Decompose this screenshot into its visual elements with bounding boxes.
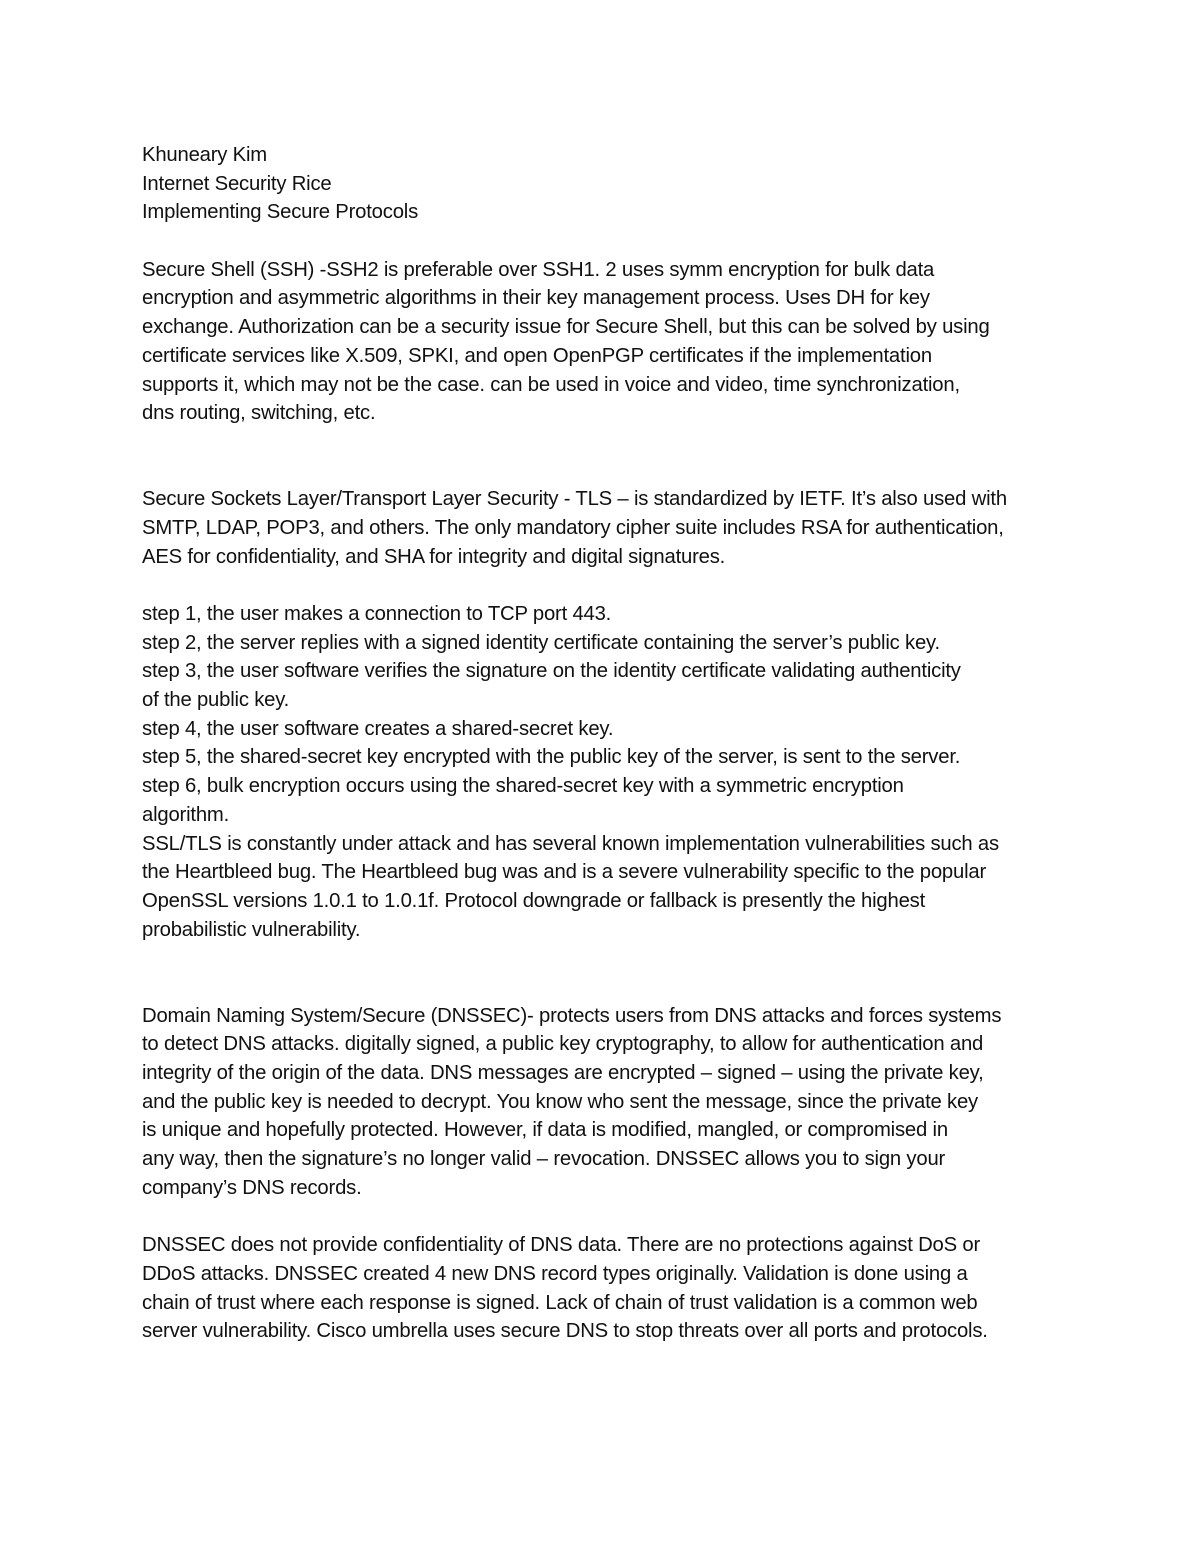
paragraph-line: and the public key is needed to decrypt. You know who sent the message, since the private key xyxy=(142,1090,978,1113)
paragraph-line: the Heartbleed bug. The Heartbleed bug was and is a severe vulnerability specific to the popular xyxy=(142,861,987,884)
document-body xyxy=(142,141,1072,1346)
dnssec-paragraph xyxy=(142,1002,1072,1203)
ssh-paragraph xyxy=(142,256,1072,428)
author-name: Khuneary Kim xyxy=(142,144,267,166)
tls-steps xyxy=(142,600,1072,944)
dnssec-closing-paragraph xyxy=(142,1231,1072,1346)
paragraph-line: probabilistic vulnerability. xyxy=(142,918,361,941)
step-line: step 6, bulk encryption occurs using the shared-secret key with a symmetric encryption xyxy=(142,775,904,798)
paragraph-line: AES for confidentiality, and SHA for integrity and digital signatures. xyxy=(142,545,726,568)
paragraph-line: Secure Shell (SSH) -SSH2 is preferable over SSH1. 2 uses symm encryption for bulk data xyxy=(142,258,935,281)
step-line: step 5, the shared-secret key encrypted with the public key of the server, is sent to the server. xyxy=(142,746,961,769)
paragraph-line: dns routing, switching, etc. xyxy=(142,402,376,425)
paragraph-line: certificate services like X.509, SPKI, and open OpenPGP certificates if the implementation xyxy=(142,344,932,367)
paragraph-line: encryption and asymmetric algorithms in their key management process. Uses DH for key xyxy=(142,287,930,310)
paragraph-line: DNSSEC does not provide confidentiality of DNS data. There are no protections against DoS or xyxy=(142,1234,981,1257)
paragraph-line: Secure Sockets Layer/Transport Layer Security - TLS – is standardized by IETF. It’s also used with xyxy=(142,488,1007,511)
paragraph-line: is unique and hopefully protected. However, if data is modified, mangled, or compromised in xyxy=(142,1119,948,1142)
step-line: step 2, the server replies with a signed identity certificate containing the server’s public key. xyxy=(142,631,940,654)
paragraph-line: supports it, which may not be the case. can be used in voice and video, time synchronization, xyxy=(142,373,960,396)
paragraph-line: exchange. Authorization can be a security issue for Secure Shell, but this can be solved by using xyxy=(142,316,990,339)
step-line: step 3, the user software verifies the signature on the identity certificate validating authenticity xyxy=(142,660,961,683)
paragraph-line: server vulnerability. Cisco umbrella uses secure DNS to stop threats over all ports and protocols. xyxy=(142,1320,988,1343)
step-line: algorithm. xyxy=(142,803,230,826)
paragraph-line: SMTP, LDAP, POP3, and others. The only mandatory cipher suite includes RSA for authentication, xyxy=(142,516,1004,539)
course-name: Internet Security Rice xyxy=(142,172,332,195)
paragraph-line: DDoS attacks. DNSSEC created 4 new DNS record types originally. Validation is done using a xyxy=(142,1262,968,1285)
paragraph-line: chain of trust where each response is signed. Lack of chain of trust validation is a common web xyxy=(142,1291,978,1314)
tls-paragraph xyxy=(142,485,1072,571)
header-block xyxy=(142,141,1072,227)
step-line: of the public key. xyxy=(142,689,290,712)
paragraph-line: OpenSSL versions 1.0.1 to 1.0.1f. Protocol downgrade or fallback is presently the highest xyxy=(142,889,926,912)
paragraph-line: any way, then the signature’s no longer valid – revocation. DNSSEC allows you to sign your xyxy=(142,1148,946,1171)
paragraph-line: SSL/TLS is constantly under attack and has several known implementation vulnerabilities such as xyxy=(142,832,999,855)
document-title: Implementing Secure Protocols xyxy=(142,201,419,224)
paragraph-line: to detect DNS attacks. digitally signed, a public key cryptography, to allow for authentication and xyxy=(142,1033,984,1056)
step-line: step 1, the user makes a connection to TCP port 443. xyxy=(142,603,612,626)
paragraph-line: integrity of the origin of the data. DNS messages are encrypted – signed – using the private key, xyxy=(142,1062,984,1085)
paragraph-line: company’s DNS records. xyxy=(142,1176,362,1199)
step-line: step 4, the user software creates a shared-secret key. xyxy=(142,717,614,740)
paragraph-line: Domain Naming System/Secure (DNSSEC)- protects users from DNS attacks and forces systems xyxy=(142,1004,1002,1027)
